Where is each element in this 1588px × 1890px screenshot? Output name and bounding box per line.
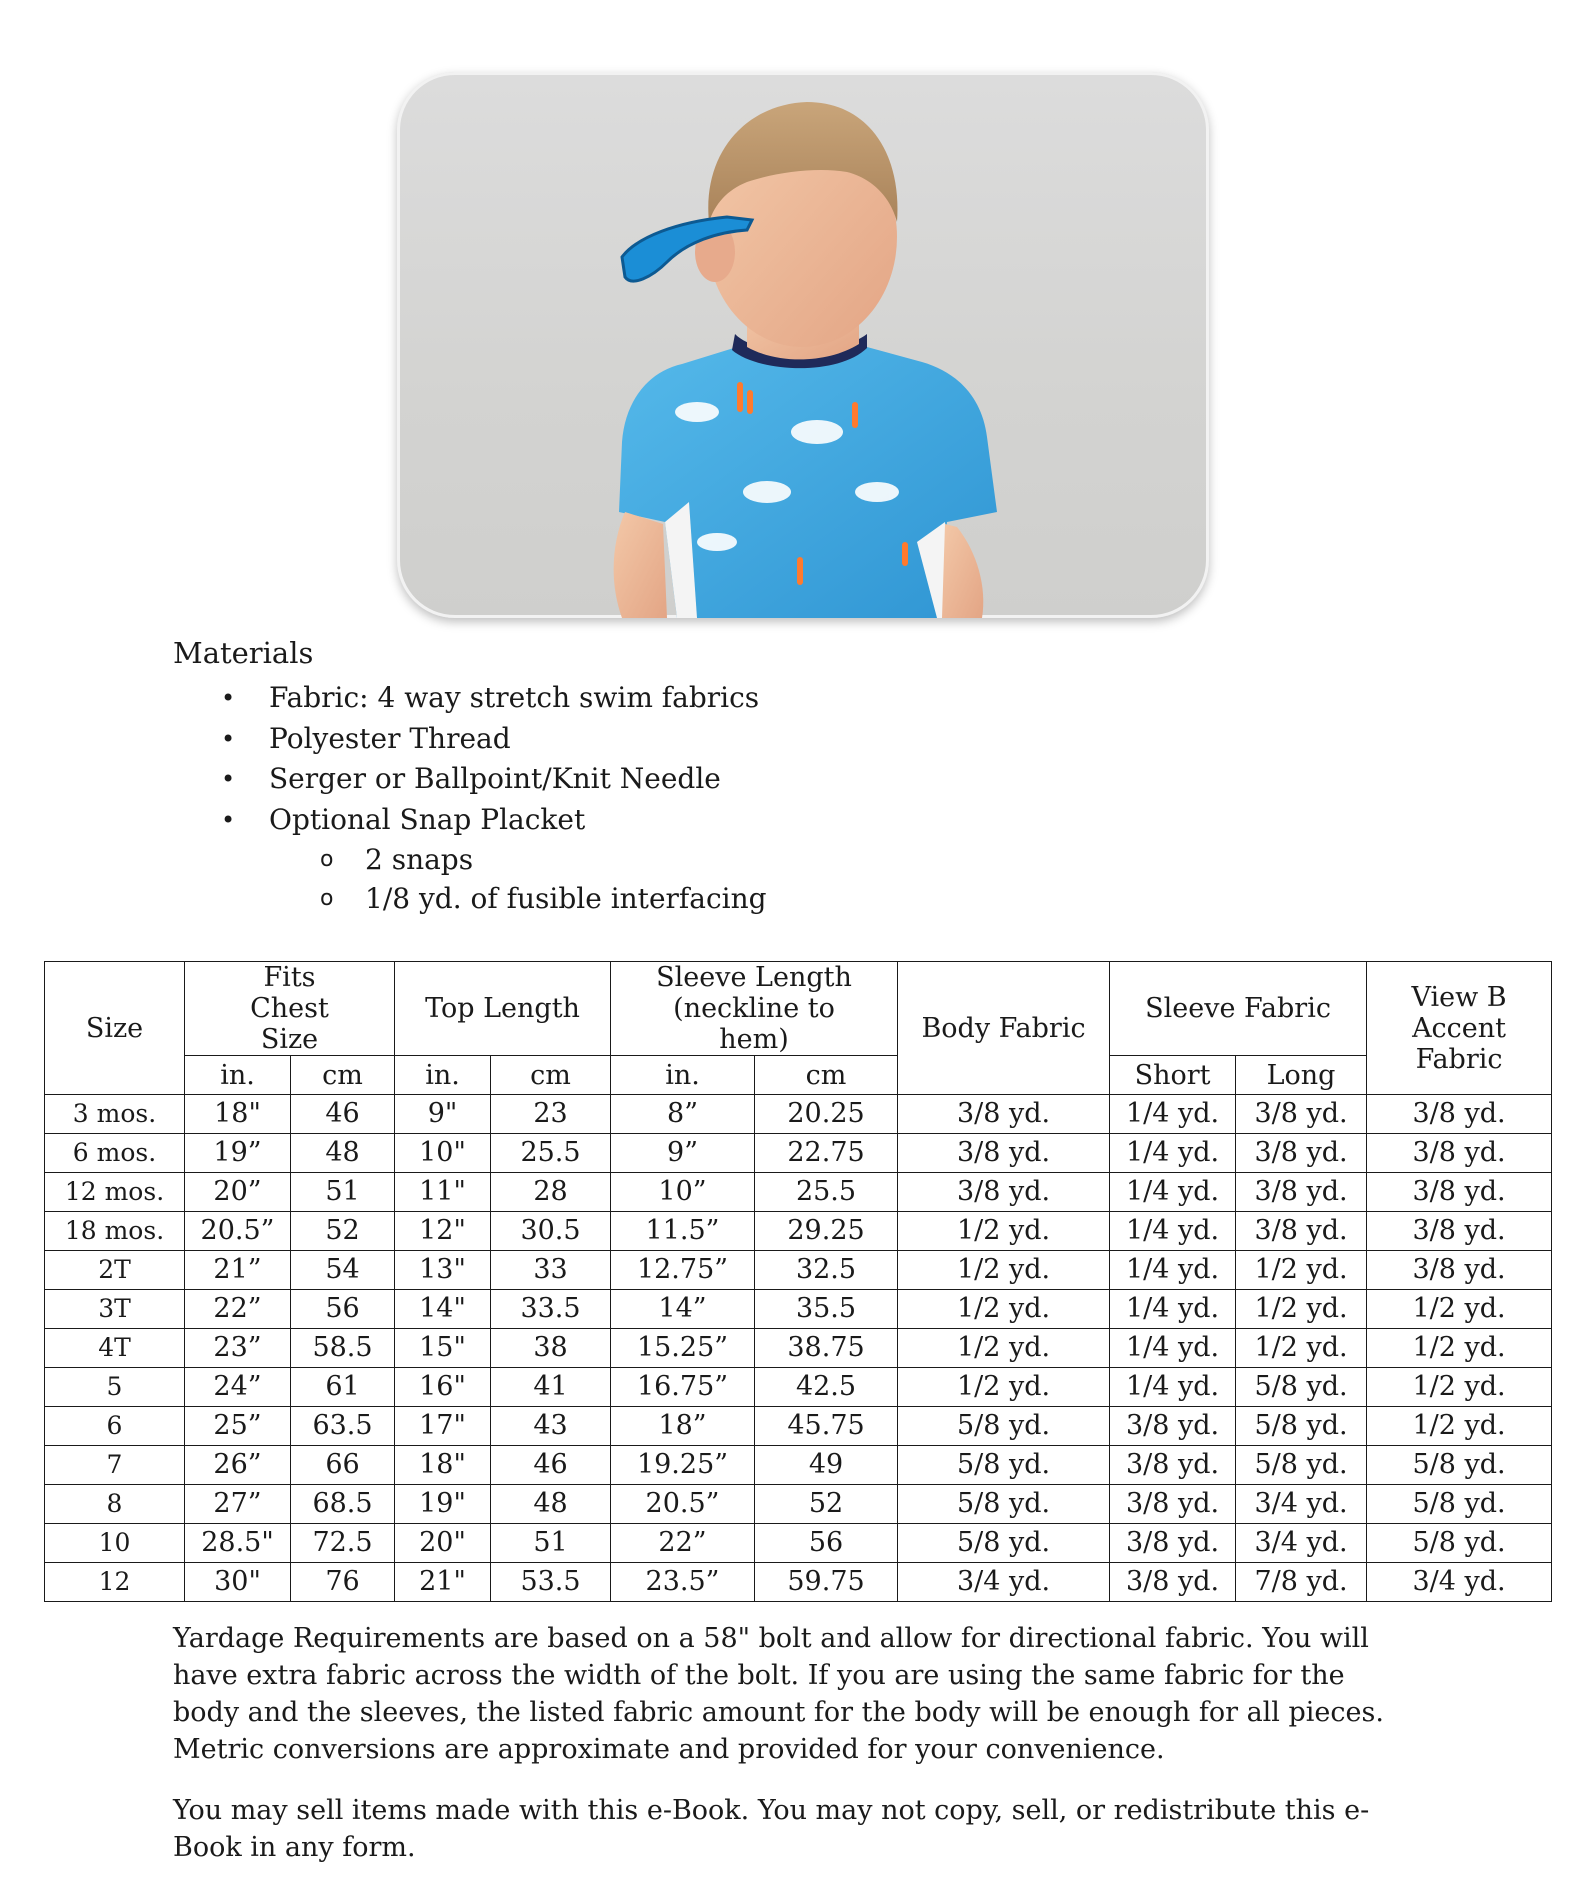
table-cell: 7/8 yd. bbox=[1236, 1563, 1367, 1602]
header-sleeve-fabric: Sleeve Fabric bbox=[1110, 962, 1367, 1056]
table-cell: 5/8 yd. bbox=[898, 1446, 1110, 1485]
table-cell: 3/4 yd. bbox=[1236, 1485, 1367, 1524]
table-cell: 17" bbox=[395, 1407, 491, 1446]
table-row bbox=[45, 1134, 1552, 1173]
snap-placket-sublist bbox=[173, 840, 1273, 918]
table-cell: 10” bbox=[611, 1173, 755, 1212]
table-cell: 16" bbox=[395, 1368, 491, 1407]
table-cell: 8” bbox=[611, 1095, 755, 1134]
table-cell: 45.75 bbox=[755, 1407, 898, 1446]
table-cell: 30" bbox=[185, 1563, 291, 1602]
table-cell: 3/8 yd. bbox=[1367, 1251, 1552, 1290]
table-row bbox=[45, 1251, 1552, 1290]
table-cell: 23 bbox=[491, 1095, 611, 1134]
table-cell: 7 bbox=[45, 1446, 185, 1485]
table-cell: 58.5 bbox=[291, 1329, 395, 1368]
table-cell: 66 bbox=[291, 1446, 395, 1485]
table-cell: 2T bbox=[45, 1251, 185, 1290]
table-cell: 68.5 bbox=[291, 1485, 395, 1524]
table-cell: 1/2 yd. bbox=[898, 1368, 1110, 1407]
table-cell: 5/8 yd. bbox=[898, 1485, 1110, 1524]
table-cell: 49 bbox=[755, 1446, 898, 1485]
table-row bbox=[45, 1485, 1552, 1524]
table-cell: 23.5” bbox=[611, 1563, 755, 1602]
table-cell: 5/8 yd. bbox=[1236, 1368, 1367, 1407]
header-short: Short bbox=[1110, 1056, 1236, 1095]
table-row bbox=[45, 1329, 1552, 1368]
material-item: • Serger or Ballpoint/Knit Needle bbox=[173, 759, 1273, 800]
table-cell: 18" bbox=[395, 1446, 491, 1485]
table-cell: 25.5 bbox=[491, 1134, 611, 1173]
table-cell: 20.5” bbox=[185, 1212, 291, 1251]
header-chest: Fits Chest Size bbox=[185, 962, 395, 1056]
table-cell: 3/8 yd. bbox=[1110, 1524, 1236, 1563]
table-cell: 5/8 yd. bbox=[898, 1524, 1110, 1563]
table-cell: 18" bbox=[185, 1095, 291, 1134]
table-row bbox=[45, 1290, 1552, 1329]
materials-section bbox=[173, 636, 1273, 918]
table-cell: 1/4 yd. bbox=[1110, 1134, 1236, 1173]
table-cell: 1/2 yd. bbox=[1236, 1251, 1367, 1290]
table-cell: 43 bbox=[491, 1407, 611, 1446]
table-cell: 3/8 yd. bbox=[898, 1095, 1110, 1134]
table-cell: 51 bbox=[491, 1524, 611, 1563]
table-cell: 13" bbox=[395, 1251, 491, 1290]
table-cell: 6 mos. bbox=[45, 1134, 185, 1173]
table-cell: 35.5 bbox=[755, 1290, 898, 1329]
table-cell: 1/4 yd. bbox=[1110, 1212, 1236, 1251]
table-cell: 48 bbox=[291, 1134, 395, 1173]
table-cell: 5/8 yd. bbox=[1236, 1407, 1367, 1446]
license-note: You may sell items made with this e-Book. You may not copy, sell, or redistribute this e-Book in any form. bbox=[173, 1795, 1370, 1863]
table-cell: 16.75” bbox=[611, 1368, 755, 1407]
table-row bbox=[45, 1446, 1552, 1485]
table-cell: 15.25” bbox=[611, 1329, 755, 1368]
table-cell: 52 bbox=[291, 1212, 395, 1251]
table-cell: 15" bbox=[395, 1329, 491, 1368]
table-cell: 14” bbox=[611, 1290, 755, 1329]
table-cell: 3/8 yd. bbox=[1110, 1563, 1236, 1602]
notes-section bbox=[173, 1620, 1418, 1890]
table-cell: 42.5 bbox=[755, 1368, 898, 1407]
table-cell: 3/8 yd. bbox=[1110, 1485, 1236, 1524]
table-cell: 3/4 yd. bbox=[1236, 1524, 1367, 1563]
table-cell: 41 bbox=[491, 1368, 611, 1407]
table-cell: 48 bbox=[491, 1485, 611, 1524]
table-cell: 12 mos. bbox=[45, 1173, 185, 1212]
table-cell: 1/2 yd. bbox=[898, 1329, 1110, 1368]
table-cell: 20.5” bbox=[611, 1485, 755, 1524]
table-cell: 53.5 bbox=[491, 1563, 611, 1602]
table-row bbox=[45, 1368, 1552, 1407]
table-cell: 18” bbox=[611, 1407, 755, 1446]
table-cell: 5/8 yd. bbox=[1367, 1446, 1552, 1485]
table-cell: 46 bbox=[491, 1446, 611, 1485]
material-item: • Fabric: 4 way stretch swim fabrics bbox=[173, 678, 1273, 719]
table-cell: 12 bbox=[45, 1563, 185, 1602]
table-cell: 61 bbox=[291, 1368, 395, 1407]
table-cell: 51 bbox=[291, 1173, 395, 1212]
header-sleeve-in: in. bbox=[611, 1056, 755, 1095]
table-cell: 56 bbox=[755, 1524, 898, 1563]
header-top-in: in. bbox=[395, 1056, 491, 1095]
table-cell: 5/8 yd. bbox=[1367, 1485, 1552, 1524]
table-cell: 21" bbox=[395, 1563, 491, 1602]
table-cell: 38 bbox=[491, 1329, 611, 1368]
table-cell: 11.5” bbox=[611, 1212, 755, 1251]
table-cell: 3/8 yd. bbox=[1367, 1095, 1552, 1134]
table-cell: 27” bbox=[185, 1485, 291, 1524]
table-cell: 3/8 yd. bbox=[1367, 1173, 1552, 1212]
table-cell: 1/2 yd. bbox=[1236, 1290, 1367, 1329]
table-cell: 1/2 yd. bbox=[898, 1212, 1110, 1251]
table-cell: 3/8 yd. bbox=[898, 1134, 1110, 1173]
table-cell: 72.5 bbox=[291, 1524, 395, 1563]
table-cell: 21” bbox=[185, 1251, 291, 1290]
table-cell: 30.5 bbox=[491, 1212, 611, 1251]
table-cell: 22.75 bbox=[755, 1134, 898, 1173]
header-chest-cm: cm bbox=[291, 1056, 395, 1095]
table-cell: 22” bbox=[185, 1290, 291, 1329]
table-cell: 3T bbox=[45, 1290, 185, 1329]
material-subitem: o 1/8 yd. of fusible interfacing bbox=[173, 879, 1273, 918]
table-cell: 1/2 yd. bbox=[1367, 1407, 1552, 1446]
table-cell: 19” bbox=[185, 1134, 291, 1173]
size-chart-body bbox=[45, 1095, 1552, 1602]
table-cell: 3 mos. bbox=[45, 1095, 185, 1134]
table-cell: 3/8 yd. bbox=[1236, 1212, 1367, 1251]
table-cell: 18 mos. bbox=[45, 1212, 185, 1251]
table-row bbox=[45, 1407, 1552, 1446]
table-cell: 12" bbox=[395, 1212, 491, 1251]
header-accent-fabric: View B Accent Fabric bbox=[1367, 962, 1552, 1095]
table-cell: 3/4 yd. bbox=[1367, 1563, 1552, 1602]
table-row bbox=[45, 1524, 1552, 1563]
table-cell: 63.5 bbox=[291, 1407, 395, 1446]
table-cell: 76 bbox=[291, 1563, 395, 1602]
table-cell: 20" bbox=[395, 1524, 491, 1563]
table-cell: 32.5 bbox=[755, 1251, 898, 1290]
table-cell: 46 bbox=[291, 1095, 395, 1134]
table-cell: 5 bbox=[45, 1368, 185, 1407]
table-cell: 20.25 bbox=[755, 1095, 898, 1134]
table-cell: 3/8 yd. bbox=[1367, 1134, 1552, 1173]
table-cell: 29.25 bbox=[755, 1212, 898, 1251]
material-item: • Polyester Thread bbox=[173, 719, 1273, 760]
table-cell: 19" bbox=[395, 1485, 491, 1524]
table-row bbox=[45, 1173, 1552, 1212]
table-cell: 52 bbox=[755, 1485, 898, 1524]
table-cell: 25.5 bbox=[755, 1173, 898, 1212]
table-cell: 10 bbox=[45, 1524, 185, 1563]
table-cell: 22” bbox=[611, 1524, 755, 1563]
table-row bbox=[45, 1095, 1552, 1134]
table-cell: 1/4 yd. bbox=[1110, 1095, 1236, 1134]
table-cell: 33.5 bbox=[491, 1290, 611, 1329]
header-top-length: Top Length bbox=[395, 962, 611, 1056]
table-cell: 56 bbox=[291, 1290, 395, 1329]
table-cell: 3/8 yd. bbox=[1236, 1095, 1367, 1134]
header-long: Long bbox=[1236, 1056, 1367, 1095]
table-cell: 54 bbox=[291, 1251, 395, 1290]
table-cell: 10" bbox=[395, 1134, 491, 1173]
table-cell: 25” bbox=[185, 1407, 291, 1446]
table-cell: 12.75” bbox=[611, 1251, 755, 1290]
table-cell: 9” bbox=[611, 1134, 755, 1173]
table-cell: 59.75 bbox=[755, 1563, 898, 1602]
material-item: • Optional Snap Placket bbox=[173, 800, 1273, 841]
header-size: Size bbox=[45, 962, 185, 1095]
table-cell: 1/4 yd. bbox=[1110, 1368, 1236, 1407]
product-photo bbox=[397, 72, 1209, 618]
table-cell: 38.75 bbox=[755, 1329, 898, 1368]
table-cell: 1/4 yd. bbox=[1110, 1290, 1236, 1329]
table-cell: 4T bbox=[45, 1329, 185, 1368]
table-cell: 5/8 yd. bbox=[1236, 1446, 1367, 1485]
table-cell: 5/8 yd. bbox=[1367, 1524, 1552, 1563]
boy-illustration bbox=[397, 72, 1209, 618]
table-cell: 5/8 yd. bbox=[898, 1407, 1110, 1446]
table-cell: 1/2 yd. bbox=[1367, 1329, 1552, 1368]
table-cell: 1/4 yd. bbox=[1110, 1329, 1236, 1368]
table-cell: 6 bbox=[45, 1407, 185, 1446]
materials-list bbox=[173, 678, 1273, 840]
table-cell: 1/2 yd. bbox=[898, 1290, 1110, 1329]
table-cell: 26” bbox=[185, 1446, 291, 1485]
table-cell: 24” bbox=[185, 1368, 291, 1407]
table-cell: 3/8 yd. bbox=[1367, 1212, 1552, 1251]
header-chest-in: in. bbox=[185, 1056, 291, 1095]
table-cell: 33 bbox=[491, 1251, 611, 1290]
yardage-note: Yardage Requirements are based on a 58" bolt and allow for directional fabric. You will have extra fabric across the width of the bolt. If you are using the same fabric for the body and the sleeves, the listed fabric amount for the body will be enough for all pieces. Metric conversions are approximate and provided for your convenience. bbox=[173, 1623, 1384, 1765]
table-cell: 1/4 yd. bbox=[1110, 1251, 1236, 1290]
table-cell: 19.25” bbox=[611, 1446, 755, 1485]
table-cell: 1/4 yd. bbox=[1110, 1173, 1236, 1212]
table-cell: 28 bbox=[491, 1173, 611, 1212]
table-cell: 14" bbox=[395, 1290, 491, 1329]
material-subitem: o 2 snaps bbox=[173, 840, 1273, 879]
table-cell: 28.5" bbox=[185, 1524, 291, 1563]
table-cell: 1/2 yd. bbox=[1367, 1290, 1552, 1329]
table-cell: 9" bbox=[395, 1095, 491, 1134]
table-cell: 3/8 yd. bbox=[1110, 1407, 1236, 1446]
table-cell: 3/8 yd. bbox=[898, 1173, 1110, 1212]
table-cell: 1/2 yd. bbox=[898, 1251, 1110, 1290]
header-body-fabric: Body Fabric bbox=[898, 962, 1110, 1095]
size-chart-table bbox=[44, 961, 1552, 1602]
table-cell: 1/2 yd. bbox=[1236, 1329, 1367, 1368]
table-cell: 11" bbox=[395, 1173, 491, 1212]
materials-title: Materials bbox=[173, 636, 314, 670]
table-cell: 3/8 yd. bbox=[1236, 1134, 1367, 1173]
header-sleeve-length: Sleeve Length (neckline to hem) bbox=[611, 962, 898, 1056]
header-top-cm: cm bbox=[491, 1056, 611, 1095]
table-cell: 20” bbox=[185, 1173, 291, 1212]
table-cell: 8 bbox=[45, 1485, 185, 1524]
table-row bbox=[45, 1563, 1552, 1602]
header-sleeve-cm: cm bbox=[755, 1056, 898, 1095]
table-cell: 23” bbox=[185, 1329, 291, 1368]
table-cell: 3/4 yd. bbox=[898, 1563, 1110, 1602]
table-cell: 3/8 yd. bbox=[1236, 1173, 1367, 1212]
table-cell: 3/8 yd. bbox=[1110, 1446, 1236, 1485]
table-cell: 1/2 yd. bbox=[1367, 1368, 1552, 1407]
table-row bbox=[45, 1212, 1552, 1251]
